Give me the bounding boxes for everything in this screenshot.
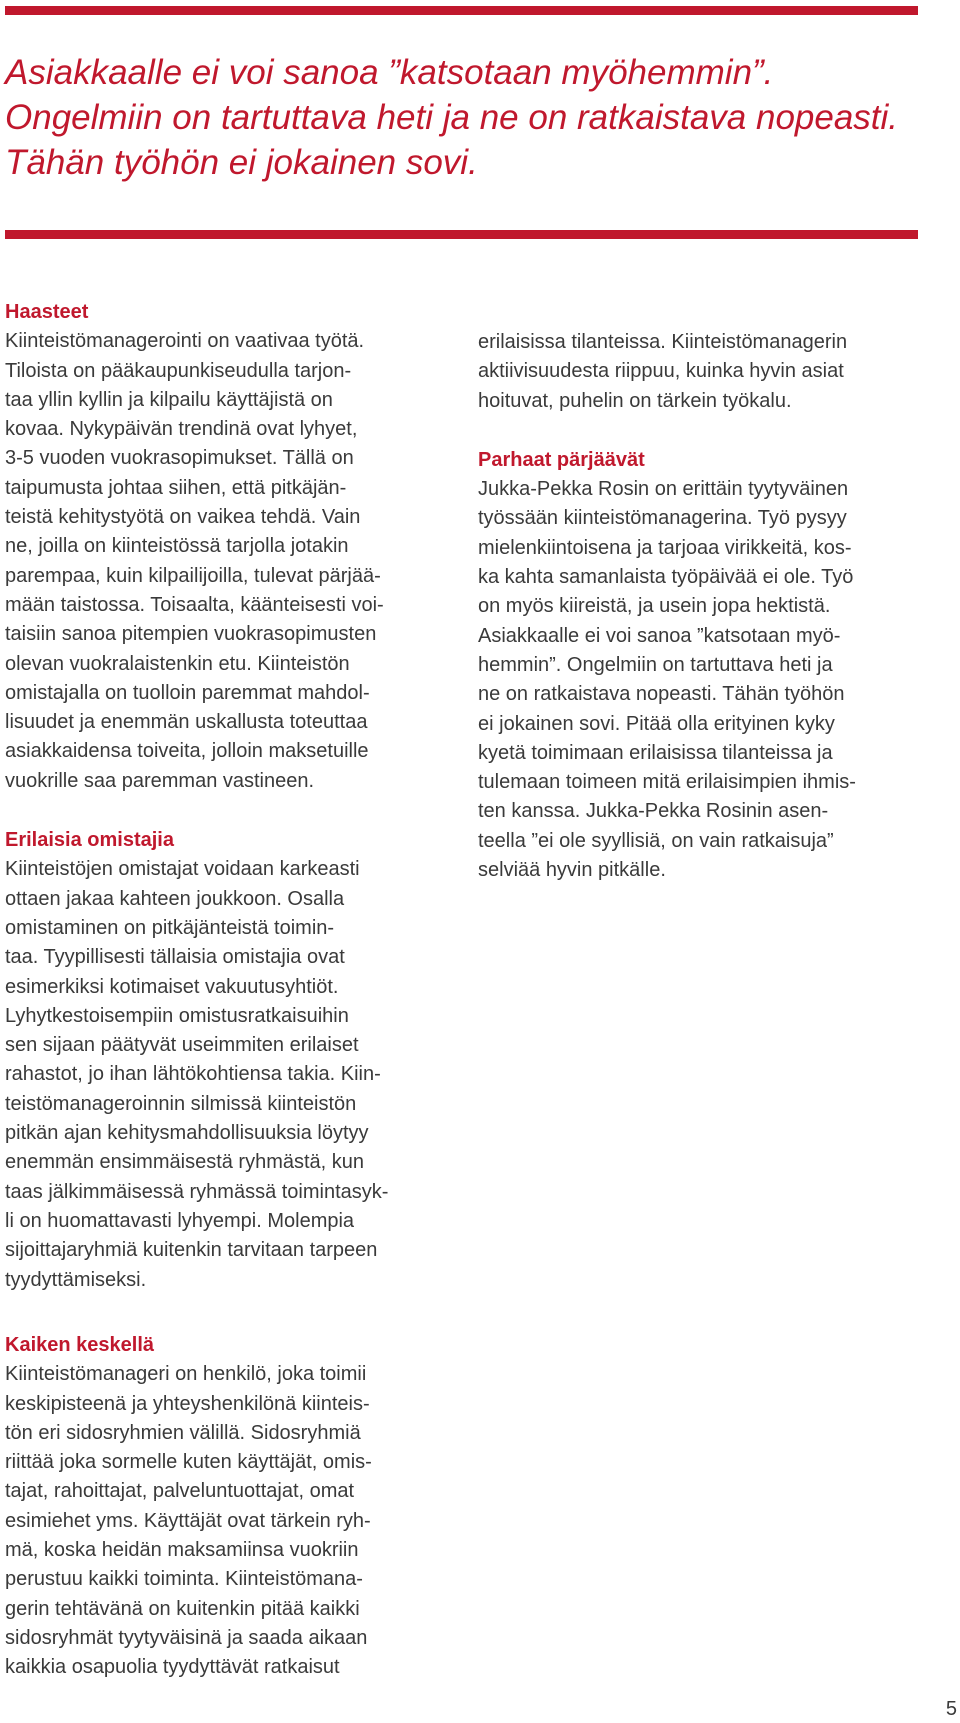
text-line: gerin tehtävänä on kuitenkin pitää kaikki — [5, 1597, 360, 1620]
text-line: vuokrille saa paremman vastineen. — [5, 769, 315, 792]
text-line: ottaen jakaa kahteen joukkoon. Osalla — [5, 887, 345, 910]
text-line: mä, koska heidän maksamiinsa vuokriin — [5, 1539, 359, 1562]
text-line: ten kanssa. Jukka-Pekka Rosinin asen- — [478, 800, 829, 823]
text-line: teistä kehitystyötä on vaikea tehdä. Vain — [5, 506, 361, 529]
text-line: olevan vuokralaistenkin etu. Kiinteistön — [5, 652, 350, 675]
text-line: Tiloista on pääkaupunkiseudulla tarjon- — [5, 359, 352, 382]
text-line: aktiivisuudesta riippuu, kuinka hyvin asiat — [478, 360, 844, 383]
top-red-rule — [5, 6, 918, 15]
text-line: omistaminen on pitkäjänteistä toimin- — [5, 916, 335, 939]
right-column — [478, 328, 918, 885]
text-line: tyydyttämiseksi. — [5, 1268, 147, 1291]
text-line: sijoittajaryhmiä kuitenkin tarvitaan tarpeen — [5, 1239, 378, 1262]
text-line: pitkän ajan kehitysmahdollisuuksia löytyy — [5, 1122, 369, 1145]
paragraph-haasteet — [5, 327, 445, 796]
pull-quote-line: Tähän työhön ei jokainen sovi. — [5, 143, 478, 182]
text-line: hoituvat, puhelin on tärkein työkalu. — [478, 389, 792, 412]
text-line: rahastot, jo ihan lähtökohtiensa takia. Kiin- — [5, 1063, 381, 1086]
text-line: mielenkiintoisena ja tarjoaa virikkeitä, kos- — [478, 536, 852, 559]
text-line: mään taistossa. Toisaalta, käänteisesti voi- — [5, 593, 384, 616]
text-line: sidosryhmät tyytyväisinä ja saada aikaan — [5, 1626, 368, 1649]
text-line: Asiakkaalle ei voi sanoa ”katsotaan myö- — [478, 624, 841, 647]
text-line: taipumusta johtaa siihen, että pitkäjän- — [5, 476, 347, 499]
text-line: omistajalla on tuolloin paremmat mahdol- — [5, 681, 370, 704]
text-line: taisiin sanoa pitempien vuokrasopimusten — [5, 623, 377, 646]
text-line: riittää joka sormelle kuten käyttäjät, omis- — [5, 1451, 372, 1474]
text-line: taa. Tyypillisesti tällaisia omistajia ovat — [5, 946, 345, 969]
heading-parhaat-parjaavat: Parhaat pärjäävät — [478, 448, 645, 471]
text-line: tajat, rahoittajat, palveluntuottajat, omat — [5, 1480, 355, 1503]
text-line: tön eri sidosryhmien välillä. Sidosryhmiä — [5, 1421, 361, 1444]
text-line: ei jokainen sovi. Pitää olla erityinen kyky — [478, 712, 835, 735]
text-line: asiakkaidensa toiveita, jolloin maksetuille — [5, 740, 369, 763]
text-line: esimerkiksi kotimaiset vakuutusyhtiöt. — [5, 975, 339, 998]
text-line: Lyhytkestoisempiin omistusratkaisuihin — [5, 1004, 349, 1027]
left-column-bottom — [5, 1331, 445, 1683]
paragraph-kaiken-keskella — [5, 1360, 445, 1682]
pull-quote-line: Asiakkaalle ei voi sanoa ”katsotaan myöhemmin”. — [5, 53, 774, 92]
text-line: teella ”ei ole syyllisiä, on vain ratkaisuja” — [478, 829, 834, 852]
text-line: erilaisissa tilanteissa. Kiinteistömanagerin — [478, 331, 848, 353]
heading-erilaisia-omistajia: Erilaisia omistajia — [5, 829, 174, 852]
text-line: teistömanageroinnin silmissä kiinteistön — [5, 1092, 357, 1115]
text-line: Kiinteistömanageri on henkilö, joka toimii — [5, 1363, 367, 1386]
heading-kaiken-keskella: Kaiken keskellä — [5, 1334, 154, 1356]
text-line: ne, joilla on kiinteistössä tarjolla jotakin — [5, 535, 349, 558]
text-line: esimiehet yms. Käyttäjät ovat tärkein ryh- — [5, 1509, 371, 1532]
text-line: ka kahta samanlaista työpäivää ei ole. Työ — [478, 566, 854, 589]
page-number: 5 — [945, 1698, 957, 1720]
pull-quote-line: Ongelmiin on tartuttava heti ja ne on ratkaistava nopeasti. — [5, 98, 899, 137]
text-line: kyetä toimimaan erilaisissa tilanteissa ja — [478, 741, 833, 764]
text-line: Kiinteistömanagerointi on vaativaa työtä. — [5, 330, 365, 353]
text-line: keskipisteenä ja yhteyshenkilönä kiinteis- — [5, 1392, 370, 1415]
text-line: perustuu kaikki toiminta. Kiinteistömana- — [5, 1568, 363, 1591]
text-line: kaikkia osapuolia tyydyttävät ratkaisut — [5, 1656, 340, 1679]
left-column — [5, 298, 445, 1295]
text-line: taas jälkimmäisessä ryhmässä toimintasyk- — [5, 1180, 389, 1203]
text-line: li on huomattavasti lyhyempi. Molempia — [5, 1209, 355, 1232]
text-line: tulemaan toimeen mitä erilaisimpien ihmis- — [478, 771, 856, 794]
paragraph-continuation — [478, 328, 918, 416]
text-line: ne on ratkaistava nopeasti. Tähän työhön — [478, 683, 845, 706]
heading-haasteet: Haasteet — [5, 301, 89, 323]
paragraph-erilaisia-omistajia — [5, 855, 445, 1294]
text-line: Kiinteistöjen omistajat voidaan karkeasti — [5, 858, 360, 881]
text-line: Jukka-Pekka Rosin on erittäin tyytyväinen — [478, 478, 849, 501]
text-line: selviää hyvin pitkälle. — [478, 859, 666, 882]
paragraph-parhaat-parjaavat — [478, 475, 918, 885]
text-line: hemmin”. Ongelmiin on tartuttava heti ja — [478, 653, 833, 676]
text-line: kovaa. Nykypäivän trendinä ovat lyhyet, — [5, 418, 358, 441]
section-gap — [478, 416, 918, 446]
text-line: sen sijaan päätyvät useimmiten erilaiset — [5, 1034, 359, 1057]
section-gap — [5, 796, 445, 826]
text-line: 3-5 vuoden vuokrasopimukset. Tällä on — [5, 447, 354, 470]
bottom-red-rule — [5, 230, 918, 239]
pull-quote — [5, 50, 915, 185]
text-line: työssään kiinteistömanagerina. Työ pysyy — [478, 507, 847, 530]
text-line: lisuudet ja enemmän uskallusta toteuttaa — [5, 711, 368, 734]
text-line: taa yllin kyllin ja kilpailu käyttäjistä on — [5, 388, 333, 411]
text-line: on myös kiireistä, ja usein jopa hektistä. — [478, 595, 831, 618]
text-line: enemmän ensimmäisestä ryhmästä, kun — [5, 1151, 365, 1174]
text-line: parempaa, kuin kilpailijoilla, tulevat pärjää- — [5, 564, 381, 587]
